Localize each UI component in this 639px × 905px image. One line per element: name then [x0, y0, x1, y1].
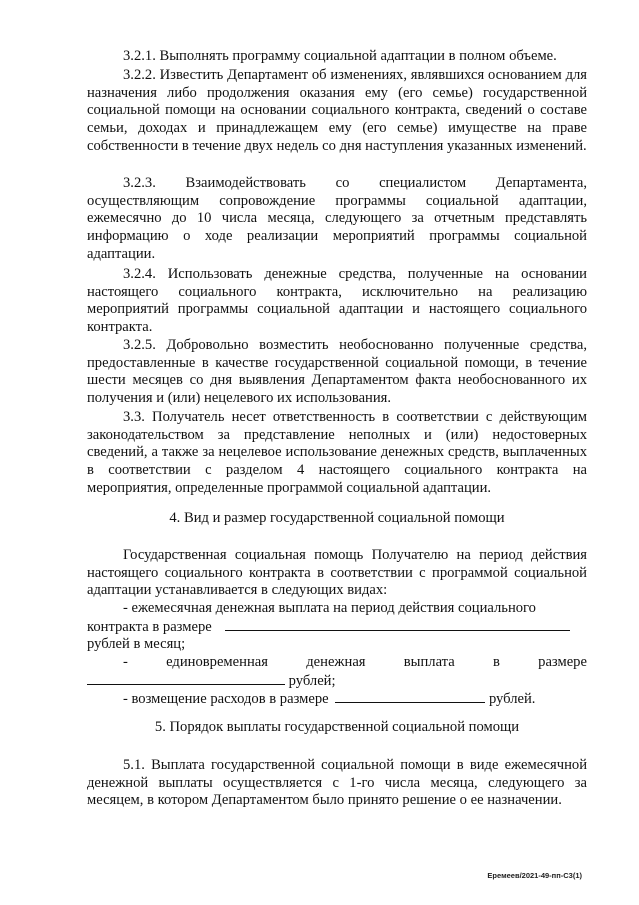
onetime-payment-line: [123, 654, 587, 672]
onetime-word: выплата: [403, 654, 455, 670]
section-4-intro: Государственная социальная помощь Получателю на период действия настоящего социального контракта в соответствии с программой социальной адаптации устанавливается в следующих видах:: [87, 547, 587, 599]
refund-suffix: рублей.: [488, 691, 536, 707]
refund-amount-blank[interactable]: [335, 690, 485, 703]
clause-3-2-3: 3.2.3. Взаимодействовать со специалистом Департамента, осуществляющим сопровождение программы социальной адаптации, ежемесячно до 10 числа месяца, следующего за отчетным представлять информацию о ходе реализации мероприятий программы социальной адаптации.: [87, 175, 587, 262]
monthly-amount-suffix-line: [87, 636, 587, 654]
refund-line: [123, 690, 623, 709]
onetime-word: денежная: [306, 654, 366, 670]
clause-3-3: 3.3. Получатель несет ответственность в соответствии с действующим законодательством за представление неполных и (или) недостоверных сведений, а также за нецелевое использование денежных средств, выплаченных в соответствии с разделом 4 настоящего социального контракта на мероприятия, определенные программой социальной адаптации.: [87, 409, 587, 496]
monthly-amount-suffix: рублей в месяц;: [87, 636, 186, 652]
section-5-heading: 5. Порядок выплаты государственной социальной помощи: [154, 719, 520, 735]
clause-5-1: 5.1. Выплата государственной социальной помощи в виде ежемесячной денежной выплаты осуществляется с 1-го числа месяца, следующего за месяцем, в котором Департаментом было принято решение о ее назначении.: [87, 757, 587, 809]
monthly-payment-text: - ежемесячная денежная выплата на период действия социального: [123, 600, 536, 616]
monthly-amount-line: [87, 618, 587, 637]
onetime-amount-line: [87, 672, 587, 691]
clause-3-2-4: 3.2.4. Использовать денежные средства, полученные на основании настоящего социального контракта, исключительно на реализацию мероприятий программы социальной адаптации и настоящего социального контракта.: [87, 266, 587, 336]
clause-3-2-5: 3.2.5. Добровольно возместить необоснованно полученные средства, предоставленные в качестве государственной социальной помощи, в течение шести месяцев со дня выявления Департаментом факта необоснованного их получения и (или) нецелевого их использования.: [87, 337, 587, 407]
clause-3-2-2: 3.2.2. Известить Департамент об изменениях, являвшихся основанием для назначения либо продолжения оказания ему (его семье) государственной социальной помощи на основании социального контракта, сведений о составе семьи, доходах и принадлежащем ему (его семье) имуществе на праве собственности в течение двух недель со дня наступления указанных изменений.: [87, 67, 587, 154]
clause-3-2-1: 3.2.1. Выполнять программу социальной адаптации в полном объеме.: [123, 48, 557, 64]
monthly-amount-blank[interactable]: [225, 618, 570, 631]
monthly-amount-prefix: контракта в размере: [87, 619, 212, 635]
monthly-payment-line: [123, 600, 587, 618]
section-4-heading: 4. Вид и размер государственной социальной помощи: [169, 510, 505, 526]
document-reference: Еремеев/2021-49-пп-С3(1): [487, 871, 582, 880]
onetime-word: единовременная: [166, 654, 268, 670]
onetime-word: в: [492, 654, 500, 670]
onetime-word: размере: [538, 654, 587, 670]
refund-prefix: - возмещение расходов в размере: [123, 691, 329, 707]
onetime-amount-suffix: рублей;: [288, 673, 336, 689]
onetime-amount-blank[interactable]: [87, 672, 285, 685]
onetime-word: -: [123, 654, 128, 670]
